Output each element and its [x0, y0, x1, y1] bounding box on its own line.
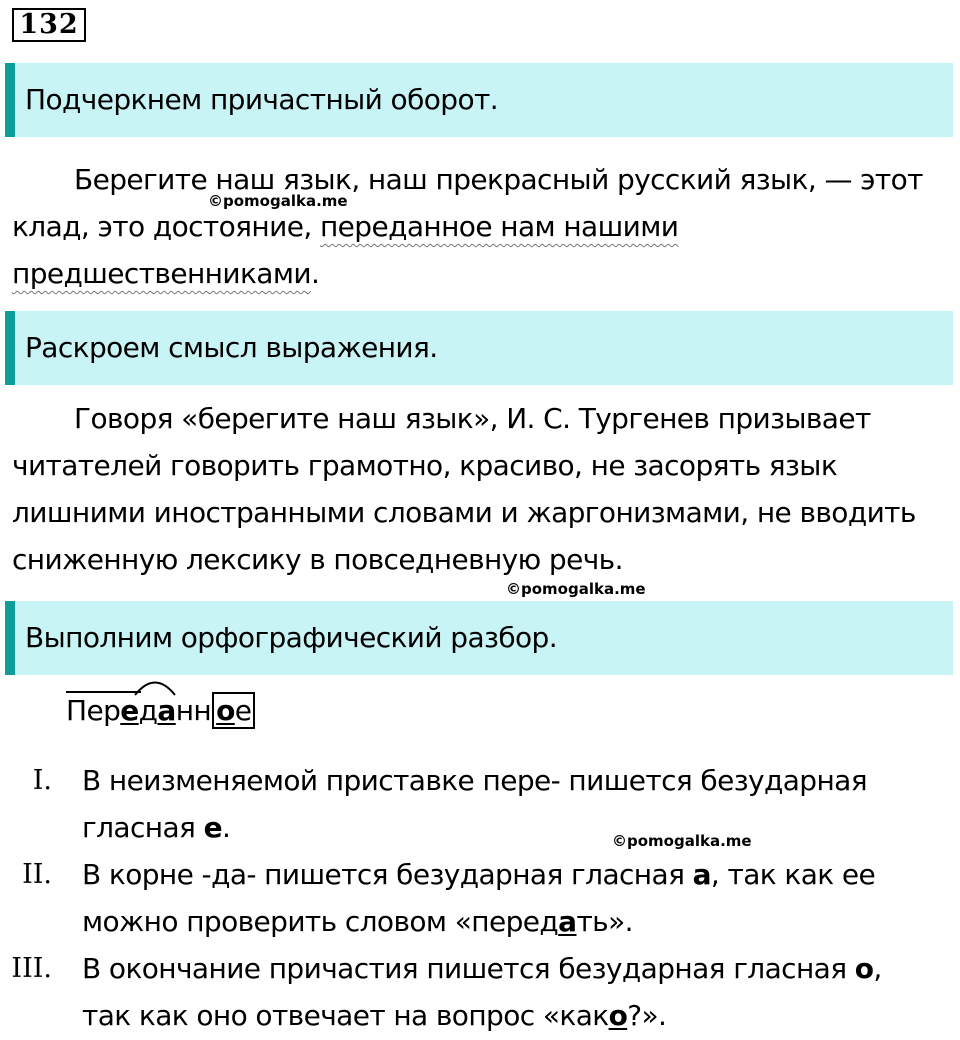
prefix-vowel: е	[120, 694, 139, 727]
morpheme-analysis	[66, 690, 255, 732]
item-text: В корне -да- пишется безударная гласная а, так как ее можно проверить словом «передать».	[82, 858, 876, 938]
paragraph-meaning	[12, 395, 942, 583]
suffix: нн	[175, 694, 212, 727]
watermark: ©pomogalka.me	[506, 580, 646, 598]
watermark: ©pomogalka.me	[612, 832, 752, 850]
quote-end: .	[310, 257, 320, 290]
section-heading-spelling: Выполним орфографический разбор.	[5, 601, 953, 675]
root-vowel: а	[157, 694, 176, 727]
item-number: III.	[11, 953, 52, 984]
item-text: В окончание причастия пишется безударная гласная о, так как оно отвечает на вопрос «како?».	[82, 952, 882, 1032]
meaning-text: Говоря «берегите наш язык», И. С. Тургенев призывает читателей говорить грамотно, красиво, не засорять язык лишними иностранными словами и жаргонизмами, не вводить сниженную лексику в повседневную речь.	[12, 402, 916, 576]
watermark: ©pomogalka.me	[208, 192, 348, 210]
root: да	[139, 694, 176, 727]
quote-text: Берегите наш язык, наш прекрасный русский язык, — этот клад, это достояние,	[12, 163, 923, 243]
item-number: I.	[32, 765, 52, 796]
exercise-number: 132	[12, 8, 86, 42]
ending: ое	[212, 692, 255, 729]
prefix: Пере	[66, 694, 139, 727]
item-number: II.	[22, 859, 52, 890]
participle-phrase: переданное нам нашими предшественниками	[12, 210, 679, 290]
section-heading-meaning: Раскроем смысл выражения.	[5, 311, 953, 385]
root-arc-icon	[133, 676, 177, 696]
paragraph-quote	[12, 156, 942, 297]
section-heading-participle: Подчеркнем причастный оборот.	[5, 63, 953, 137]
item-text: В неизменяемой приставке пере- пишется безударная гласная е.	[82, 764, 867, 844]
